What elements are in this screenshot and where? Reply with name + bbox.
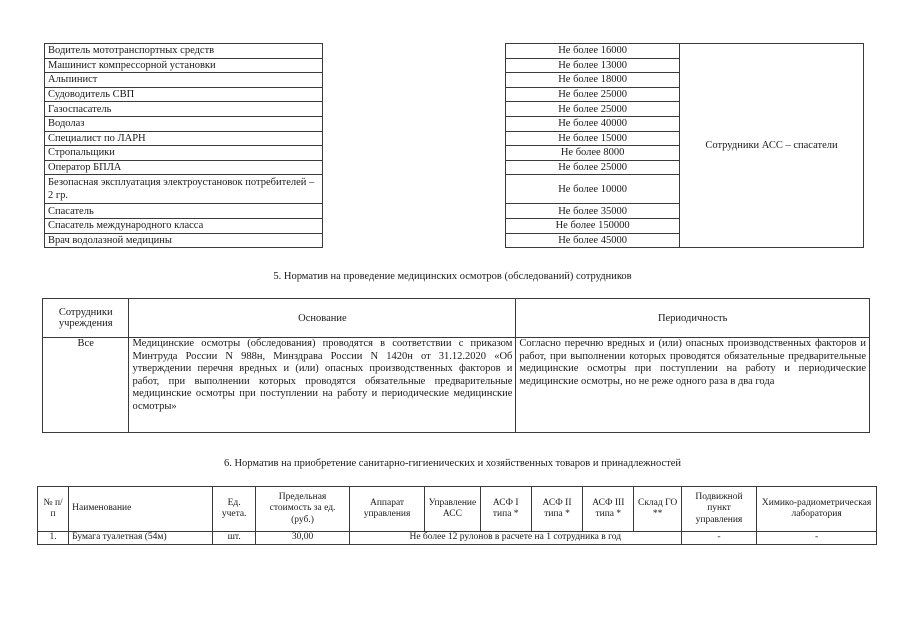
position-cost: Не более 10000 (506, 175, 680, 204)
position-cost: Не более 35000 (506, 204, 680, 219)
position-cost: Не более 25000 (506, 160, 680, 175)
position-cost: Не более 8000 (506, 146, 680, 161)
header-name: Наименование (69, 487, 213, 532)
supplies-norm-table (37, 486, 877, 545)
header-employees: Сотрудники учреждения (43, 299, 129, 338)
position-name: Безопасная эксплуатация электроустановок потребителей – 2 гр. (45, 175, 323, 204)
cell-name: Бумага туалетная (54м) (69, 532, 213, 545)
position-cost: Не более 25000 (506, 87, 680, 102)
header-asf-1: АСФ I типа * (480, 487, 531, 532)
position-cost: Не более 25000 (506, 102, 680, 117)
cell-norm: Не более 12 рулонов в расчете на 1 сотрудника в год (349, 532, 681, 545)
cell-employees: Все (43, 338, 129, 433)
position-name: Стропальщики (45, 146, 323, 161)
position-cost: Не более 18000 (506, 73, 680, 88)
cell-mobile-point: - (681, 532, 756, 545)
position-name: Машинист компрессорной установки (45, 58, 323, 73)
header-price: Предельная стоимость за ед. (руб.) (256, 487, 350, 532)
position-name: Судоводитель СВП (45, 87, 323, 102)
position-name: Водитель мототранспортных средств (45, 44, 323, 59)
position-name: Врач водолазной медицины (45, 233, 323, 248)
cell-unit: шт. (213, 532, 256, 545)
medical-exam-table (42, 298, 870, 433)
position-name: Газоспасатель (45, 102, 323, 117)
cell-basis: Медицинские осмотры (обследования) проводятся в соответствии с приказом Минтруда России N 988н, Минздрава России N 1420н от 31.12.2020 «Об утверждении перечня вредных и (или) опасных производственных факторов и работ, при выполнении которых проводятся обязательные предварительные медицинские осмотры при поступлении на работу и периодические медицинские осмотры» (129, 338, 516, 433)
section-6-heading: 6. Норматив на приобретение санитарно-гигиенических и хозяйственных товаров и принадлежностей (223, 458, 682, 469)
header-asf-2: АСФ II типа * (531, 487, 582, 532)
position-name: Оператор БПЛА (45, 160, 323, 175)
role-cell: Сотрудники АСС – спасатели (679, 44, 863, 248)
cell-price: 30,00 (256, 532, 350, 545)
position-cost: Не более 40000 (506, 116, 680, 131)
positions-cost-table (44, 43, 864, 248)
header-apparatus: Аппарат управления (349, 487, 424, 532)
table-header-row (38, 487, 877, 532)
table-header-row (43, 299, 870, 338)
section-5-heading: 5. Норматив на проведение медицинских осмотров (обследований) сотрудников (273, 271, 632, 282)
cell-lab: - (757, 532, 877, 545)
header-lab: Химико-радиометрическая лаборатория (757, 487, 877, 532)
position-name: Спасатель международного класса (45, 218, 323, 233)
position-cost: Не более 45000 (506, 233, 680, 248)
table-row (45, 44, 864, 59)
header-mobile-point: Подвижной пункт управления (681, 487, 756, 532)
header-periodicity: Периодичность (516, 299, 870, 338)
cell-num: 1. (38, 532, 69, 545)
position-name: Водолаз (45, 116, 323, 131)
header-num: № п/п (38, 487, 69, 532)
position-cost: Не более 13000 (506, 58, 680, 73)
position-cost: Не более 16000 (506, 44, 680, 59)
position-name: Спасатель (45, 204, 323, 219)
header-basis: Основание (129, 299, 516, 338)
position-name: Специалист по ЛАРН (45, 131, 323, 146)
header-asf-3: АСФ III типа * (583, 487, 634, 532)
table-row (43, 338, 870, 433)
position-cost: Не более 15000 (506, 131, 680, 146)
position-name: Альпинист (45, 73, 323, 88)
header-ass-management: Управление АСС (425, 487, 480, 532)
position-cost: Не более 150000 (506, 218, 680, 233)
header-unit: Ед. учета. (213, 487, 256, 532)
empty-column (323, 44, 506, 248)
header-warehouse: Склад ГО ** (634, 487, 681, 532)
cell-periodicity: Согласно перечню вредных и (или) опасных производственных факторов и работ, при выполнении которых проводятся обязательные предварительные медицинские осмотры при поступлении на работу и периодические медицинские осмотры, но не реже одного раза в два года (516, 338, 870, 433)
table-row (38, 532, 877, 545)
